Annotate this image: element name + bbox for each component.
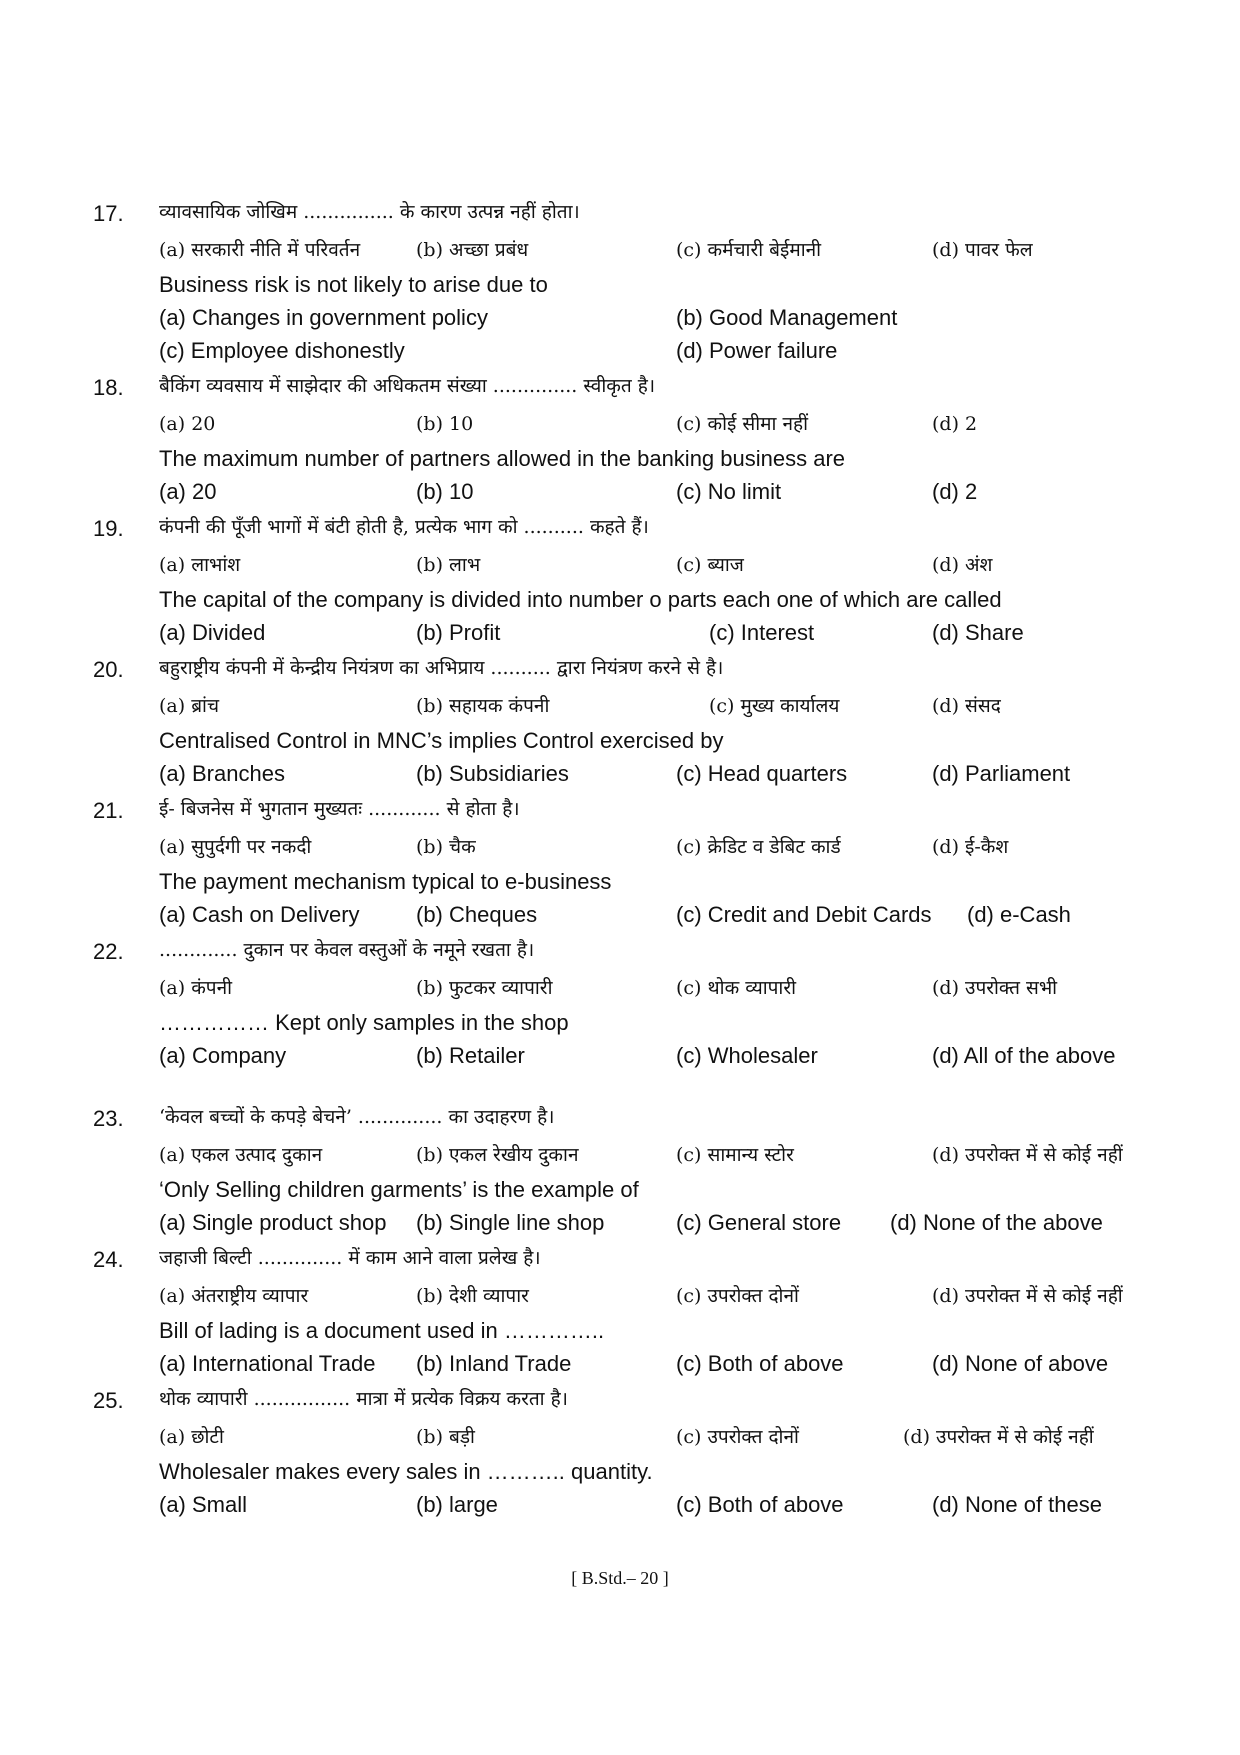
- question-text-english: The capital of the company is divided into number o parts each one of which are called: [159, 587, 1002, 612]
- option-english: (b) Cheques: [416, 902, 538, 927]
- option-hindi: (a) सरकारी नीति में परिवर्तन: [159, 239, 361, 261]
- option-hindi: (b) चैक: [416, 836, 476, 858]
- option-english: (c) No limit: [676, 479, 782, 504]
- question-text-hindi: ............. दुकान पर केवल वस्तुओं के नमूने रखता है।: [159, 939, 535, 961]
- option-english: (d) All of the above: [932, 1043, 1116, 1068]
- option-hindi: (d) उपरोक्त सभी: [932, 977, 1058, 999]
- option-english: (c) Both of above: [676, 1492, 844, 1517]
- question-text-hindi: बहुराष्ट्रीय कंपनी में केन्द्रीय नियंत्रण का अभिप्राय .......... द्वारा नियंत्रण करने से है।: [159, 657, 724, 679]
- option-english: (b) large: [416, 1492, 498, 1517]
- option-hindi: (a) कंपनी: [159, 977, 233, 999]
- question-text-hindi: जहाजी बिल्टी .............. में काम आने वाला प्रलेख है।: [159, 1247, 541, 1269]
- question-text-english: Centralised Control in MNC’s implies Control exercised by: [159, 728, 724, 753]
- option-hindi: (a) छोटी: [159, 1426, 224, 1448]
- option-hindi: (d) संसद: [932, 695, 1001, 717]
- option-english: (b) Single line shop: [416, 1210, 605, 1235]
- question-number: 24.: [93, 1247, 124, 1272]
- option-hindi: (b) फुटकर व्यापारी: [416, 977, 553, 999]
- question-text-english: The maximum number of partners allowed in the banking business are: [159, 446, 846, 471]
- option-english: (c) Credit and Debit Cards: [676, 902, 932, 927]
- option-english: (d) Parliament: [932, 761, 1071, 786]
- option-english: (d) 2: [932, 479, 978, 504]
- option-hindi: (d) ई-कैश: [932, 836, 1009, 858]
- option-english: (a) International Trade: [159, 1351, 376, 1376]
- question-text-english: Wholesaler makes every sales in ……….. quantity.: [159, 1459, 653, 1484]
- option-hindi: (c) क्रेडिट व डेबिट कार्ड: [676, 836, 841, 858]
- option-hindi: (a) अंतराष्ट्रीय व्यापार: [159, 1285, 309, 1307]
- option-english: (b) Retailer: [416, 1043, 525, 1068]
- option-english: (c) Employee dishonestly: [159, 338, 405, 363]
- option-hindi: (c) उपरोक्त दोनों: [676, 1426, 799, 1448]
- option-hindi: (b) 10: [416, 413, 474, 435]
- option-hindi: (d) पावर फेल: [932, 239, 1033, 261]
- option-hindi: (b) एकल रेखीय दुकान: [416, 1144, 579, 1166]
- option-hindi: (c) थोक व्यापारी: [676, 977, 797, 999]
- option-english: (b) Profit: [416, 620, 501, 645]
- option-english: (a) Divided: [159, 620, 266, 645]
- question-text-hindi: ‘केवल बच्चों के कपड़े बेचने’ .............. का उदाहरण है।: [159, 1106, 555, 1128]
- option-english: (b) Good Management: [676, 305, 898, 330]
- question-text-english: …………… Kept only samples in the shop: [159, 1010, 569, 1035]
- option-english: (a) Branches: [159, 761, 285, 786]
- option-hindi: (b) अच्छा प्रबंध: [416, 239, 529, 261]
- option-english: (a) 20: [159, 479, 217, 504]
- option-english: (c) General store: [676, 1210, 842, 1235]
- question-text-english: ‘Only Selling children garments’ is the example of: [159, 1177, 639, 1202]
- question-text-english: The payment mechanism typical to e-business: [159, 869, 612, 894]
- question-text-hindi: बैकिंग व्यवसाय में साझेदार की अधिकतम संख्या .............. स्वीकृत है।: [159, 375, 656, 397]
- option-english: (d) None of these: [932, 1492, 1102, 1517]
- option-hindi: (c) सामान्य स्टोर: [676, 1144, 794, 1166]
- option-hindi: (c) कर्मचारी बेईमानी: [676, 239, 822, 261]
- option-english: (d) Power failure: [676, 338, 838, 363]
- option-english: (d) None of the above: [890, 1210, 1103, 1235]
- question-text-hindi: थोक व्यापारी ................ मात्रा में प्रत्येक विक्रय करता है।: [159, 1388, 568, 1410]
- option-english: (b) Inland Trade: [416, 1351, 572, 1376]
- option-english: (a) Changes in government policy: [159, 305, 488, 330]
- option-hindi: (a) ब्रांच: [159, 695, 220, 717]
- option-hindi: (a) 20: [159, 413, 216, 435]
- option-english: (a) Small: [159, 1492, 248, 1517]
- option-english: (d) e-Cash: [967, 902, 1071, 927]
- question-text-hindi: व्यावसायिक जोखिम ............... के कारण उत्पन्न नहीं होता।: [159, 201, 580, 223]
- question-number: 19.: [93, 516, 124, 541]
- question-number: 22.: [93, 939, 124, 964]
- option-hindi: (d) उपरोक्त में से कोई नहीं: [903, 1426, 1094, 1448]
- question-number: 18.: [93, 375, 124, 400]
- option-hindi: (c) उपरोक्त दोनों: [676, 1285, 799, 1307]
- option-hindi: (b) देशी व्यापार: [416, 1285, 529, 1307]
- option-english: (c) Head quarters: [676, 761, 848, 786]
- question-text-hindi: ई- बिजनेस में भुगतान मुख्यतः ............ से होता है।: [159, 798, 520, 820]
- option-hindi: (d) अंश: [932, 554, 993, 576]
- question-number: 20.: [93, 657, 124, 682]
- question-text-english: Business risk is not likely to arise due to: [159, 272, 548, 297]
- option-english: (d) None of above: [932, 1351, 1109, 1376]
- option-hindi: (b) सहायक कंपनी: [416, 695, 550, 717]
- question-number: 25.: [93, 1388, 124, 1413]
- option-english: (c) Wholesaler: [676, 1043, 818, 1068]
- option-hindi: (a) लाभांश: [159, 554, 241, 576]
- option-english: (c) Interest: [709, 620, 815, 645]
- option-english: (b) Subsidiaries: [416, 761, 569, 786]
- option-english: (d) Share: [932, 620, 1024, 645]
- question-number: 17.: [93, 201, 124, 226]
- option-english: (a) Company: [159, 1043, 287, 1068]
- option-hindi: (a) एकल उत्पाद दुकान: [159, 1144, 323, 1166]
- option-hindi: (c) ब्याज: [676, 554, 744, 576]
- option-hindi: (c) कोई सीमा नहीं: [676, 413, 809, 435]
- option-english: (a) Cash on Delivery: [159, 902, 360, 927]
- option-hindi: (b) बड़ी: [416, 1426, 475, 1448]
- option-hindi: (d) उपरोक्त में से कोई नहीं: [932, 1285, 1123, 1307]
- question-number: 21.: [93, 798, 124, 823]
- question-text-english: Bill of lading is a document used in …………..: [159, 1318, 605, 1343]
- page-footer: [ B.Std.– 20 ]: [571, 1568, 669, 1588]
- option-english: (c) Both of above: [676, 1351, 844, 1376]
- option-hindi: (d) उपरोक्त में से कोई नहीं: [932, 1144, 1123, 1166]
- question-text-hindi: कंपनी की पूँजी भागों में बंटी होती है, प्रत्येक भाग को .......... कहते हैं।: [159, 516, 649, 538]
- question-number: 23.: [93, 1106, 124, 1131]
- option-hindi: (b) लाभ: [416, 554, 481, 576]
- option-hindi: (c) मुख्य कार्यालय: [709, 695, 840, 717]
- option-english: (b) 10: [416, 479, 474, 504]
- option-hindi: (d) 2: [932, 413, 978, 435]
- option-hindi: (a) सुपुर्दगी पर नकदी: [159, 836, 312, 858]
- option-english: (a) Single product shop: [159, 1210, 387, 1235]
